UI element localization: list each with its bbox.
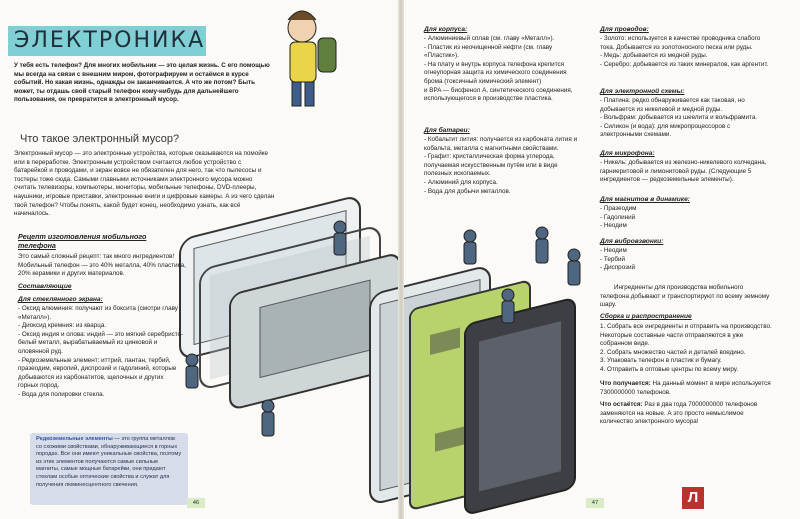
list-item: - Вода для добычи металлов. (424, 187, 511, 195)
list-item: - Алюминий для корпуса. (424, 178, 498, 186)
glass-list (18, 305, 184, 400)
list-item: 4. Отправить в оптовые центры по всему миру. (600, 365, 739, 373)
list-item: - На плату и внутрь корпуса телефона крепится огнеупорная защита из химического соединения брома (токсичный химический элемент) (424, 60, 567, 85)
publisher-logo: Л (682, 487, 704, 509)
boy-figure (288, 11, 336, 106)
section-heading: Что такое электронный мусор? (20, 133, 180, 145)
components-title: Составляющие (18, 283, 72, 290)
glass-title: Для стеклянного экрана: (18, 296, 103, 303)
result-text: На данный момент в мире используется 7300000000 телефонов. (600, 380, 771, 396)
list-item: - Графит: кристаллическая форма углерода, получаемая искусственным путём или в виде полезных ископаемых. (424, 153, 558, 178)
list-item: - Никель: добывается из железно-никелевого колчедана, гарниеритовой и лимонитовой руды. (Следующие 5 ингредиентов — редкоземельные элементы). (600, 159, 767, 184)
circuit-list (600, 97, 770, 140)
case-list (424, 35, 586, 104)
intro-text: У тебя есть телефон? Для многих мобильник — это целая жизнь. С его помощью мы всегда на связи с внешним миром, фотографируем и остаёмся в курсе событий. Но какая жизнь, однажды он заканчивается. А что же потом? Быть может, ты отдашь свой старый телефон кому-нибудь для дальнейшего пользования, он превратится в электронный мусор. (14, 62, 270, 104)
list-item: - Золото: используется в качестве проводника слабого тока. Добывается из золотоносного песка или руды. (600, 35, 761, 51)
list-item: - Алюминиевый сплав (см. главу «Металл»). (424, 35, 555, 42)
list-item: - Неодим (600, 222, 627, 230)
result-label: Что получается: (600, 380, 651, 387)
battery-part (465, 298, 575, 515)
remains-block (600, 401, 772, 427)
circuit-title: Для электронной схемы: (600, 88, 685, 95)
list-item: - Оксид алюминия: получают из боксита (смотри главу «Металл»). (18, 305, 178, 321)
list-item: - Медь: добывается из медной руды. (600, 52, 708, 60)
body-text: Электронный мусор — это электронные устройства, которые оказываются на помойке или в переработке. Электронным устройством считается любое устройство с батарейкой и проводами, и экран вовсе не обязателен для него, так что пылесосы и тостеры тоже сюда. Самыми главными источниками электронного мусора можно считать телевизоры, компьютеры, мониторы, мобильные телефоны, DVD-плееры, наушники, игровые приставки, электронные книги и цифровые камеры. А из чего сделан твой телефон? Чтобы понять, какой будет конец, необходимо узнать, как всё начиналось. (14, 150, 275, 218)
result-block (600, 380, 772, 397)
recipe-text: Это самый сложный рецепт: так много ингредиентов! Мобильный телефон — это 40% металла, 40% пластика, 20% керамики и других материалов. (18, 253, 186, 278)
assembly-list (600, 323, 772, 375)
list-item: - Оксид индия и олова: индий — это мягкий серебристо-белый металл, вырабатываемый из цинковой и оловянной руд. (18, 330, 184, 355)
battery-title: Для батареи: (424, 127, 470, 134)
list-item: 1. Собрать все ингредиенты и отправить на производство. Некоторые составные части отправляются в уже собранном виде. (600, 323, 772, 348)
list-item: - Тербий (600, 255, 625, 263)
recipe-title: Рецепт изготовления мобильного телефона (18, 232, 147, 250)
vibro-list (600, 247, 770, 273)
list-item: и BPA — бисфенол А, синтетического соединения, использующегося в производстве пластика. (424, 86, 573, 103)
list-item: - Редкоземельные элемент: иттрий, лантан, тербий, празеодим, европий, диспрозий и гадолиний, которые добываются из карбонатитов, щелочных и других горных пород. (18, 356, 177, 390)
list-item: - Диоксид кремния: из кварца. (18, 322, 107, 330)
wires-list (600, 35, 770, 69)
list-item: - Платина: редко обнаруживается как таковая, но добывается из никелевой и медной руды. (600, 97, 745, 113)
wires-title: Для проводов: (600, 26, 649, 33)
list-item: - Вольфрам: добывается из шеелита и вольфрамита. (600, 114, 758, 122)
note-text: Редкоземельные элементы — это группа металлов со схожими свойствами, обнаруживающиеся в горных породах. Все они имеют уникальные свойства, поэтому из этих элементов получаются самые сильные магниты, самые мощные батарейки, они придают стеклам особые оптические свойства и служат для получения люминесцентного свечения. (36, 436, 182, 488)
remains-text: Раз в два года 7000000000 телефонов заменяются на новые. А это просто немыслимое количество электронного мусора! (600, 401, 758, 426)
page-number-left: 46 (187, 498, 205, 508)
list-item: - Пластик из неочищенной нефти (см. главу «Пластик»). (424, 43, 553, 60)
assembly-title: Сборка и распространение (600, 313, 692, 320)
remains-label: Что остаётся: (600, 401, 643, 408)
list-item: - Серебро: добывается из таких минералов, как аргентит. (600, 60, 769, 68)
note-lead: Редкоземельные элементы (36, 436, 113, 442)
page-title: ЭЛЕКТРОНИКА (14, 28, 206, 53)
list-item: - Силикон (и вода): для микропроцессоров с электронными схемами. (600, 122, 731, 139)
list-item: 2. Собрать множество частей и деталей воедино. (600, 348, 746, 356)
page-number-right: 47 (586, 498, 604, 508)
list-item: - Вода для полировки стекла. (18, 390, 105, 398)
vibro-title: Для вибровзвонки: (600, 238, 664, 245)
case-title: Для корпуса: (424, 26, 468, 33)
battery-list (424, 136, 586, 196)
book-gutter (398, 0, 404, 519)
list-item: - Диспрозий (600, 264, 636, 272)
list-item: - Гадолиний (600, 213, 636, 221)
list-item: 3. Упаковать телефон в пластик и бумагу. (600, 357, 722, 365)
magnets-title: Для магнитов в динамике: (600, 196, 690, 203)
list-item: - Кобальтит лития: получается из карбоната лития и кобальта, металла с магнитными свойствами. (424, 136, 578, 152)
ingredients-note: Ингредиенты для производства мобильного телефона добывают и транспортируют по всему земному шару. (600, 284, 770, 309)
mic-title: Для микрофона: (600, 150, 655, 157)
mic-list (600, 159, 770, 185)
list-item: - Неодим (600, 247, 627, 254)
magnets-list (600, 205, 770, 231)
list-item: - Празеодим (600, 205, 637, 212)
